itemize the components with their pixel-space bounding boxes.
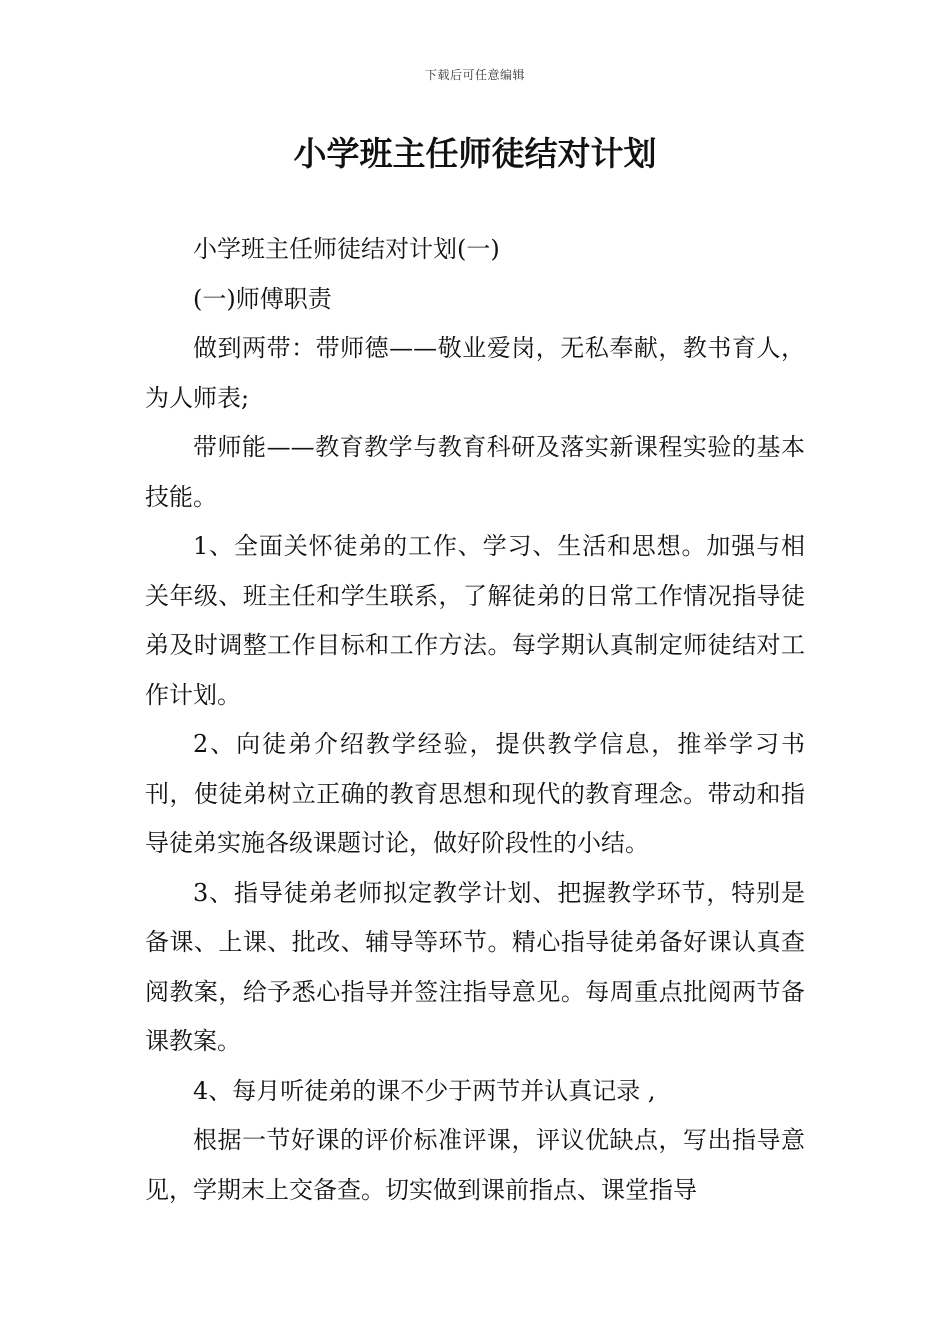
paragraph: 根据一节好课的评价标准评课，评议优缺点，写出指导意见，学期末上交备查。切实做到课前指点、课堂指导 (145, 1126, 805, 1204)
paragraph-subtitle: 小学班主任师徒结对计划(一) (193, 235, 500, 263)
paragraph: 4、每月听徒弟的课不少于两节并认真记录 , (193, 1076, 656, 1105)
header-note: 下载后可任意编辑 (424, 68, 525, 82)
document-title: 小学班主任师徒结对计划 (293, 134, 657, 173)
paragraph: 2、向徒弟介绍教学经验，提供教学信息，推举学习书刊，使徒弟树立正确的教育思想和现代的教育理念。带动和指导徒弟实施各级课题讨论，做好阶段性的小结。 (145, 730, 805, 857)
paragraph: 1、全面关怀徒弟的工作、学习、生活和思想。加强与相关年级、班主任和学生联系，了解徒弟的日常工作情况指导徒弟及时调整工作目标和工作方法。每学期认真制定师徒结对工作计划。 (145, 532, 805, 709)
paragraph-section-heading: (一)师傅职责 (193, 284, 332, 313)
paragraph: 做到两带：带师德——敬业爱岗，无私奉献，教书育人，为人师表; (145, 334, 805, 412)
paragraph: 带师能——教育教学与教育科研及落实新课程实验的基本技能。 (145, 433, 805, 511)
paragraph: 3、指导徒弟老师拟定教学计划、把握教学环节，特别是备课、上课、批改、辅导等环节。精心指导徒弟备好课认真查阅教案，给予悉心指导并签注指导意见。每周重点批阅两节备课教案。 (145, 878, 805, 1055)
document-body (145, 225, 805, 1215)
